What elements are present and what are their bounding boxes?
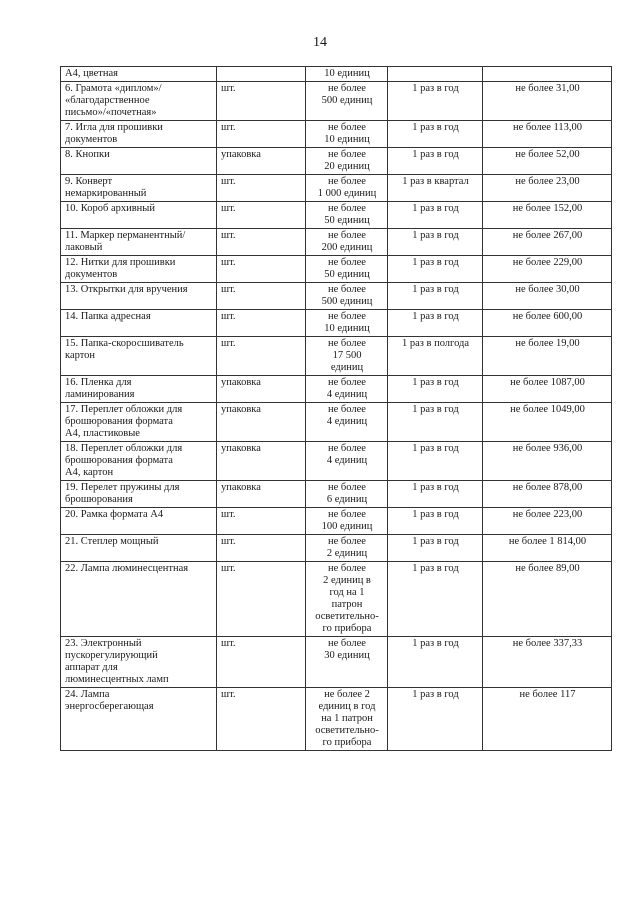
table-row <box>61 376 612 403</box>
cell-text-line: не более <box>328 338 366 349</box>
unit-cell <box>217 202 306 229</box>
cell-text-line: упаковка <box>221 443 261 454</box>
cell-text-line: не более <box>328 176 366 187</box>
unit-cell <box>217 508 306 535</box>
cell-text-line: 15. Папка-скоросшиватель <box>65 338 184 349</box>
cell-text-line: 10. Короб архивный <box>65 203 155 214</box>
item-name-cell <box>61 82 217 121</box>
price-cell <box>483 148 612 175</box>
quantity-cell <box>306 67 388 82</box>
cell-text-line: 1 раз в полгода <box>401 338 470 349</box>
item-name-cell <box>61 175 217 202</box>
cell-text-line: шт. <box>221 203 236 214</box>
item-name-cell <box>61 337 217 376</box>
cell-text-line: 1 раз в квартал <box>402 176 469 187</box>
cell-text-line: А4, картон <box>65 467 114 478</box>
cell-text-line: не более 223,00 <box>512 509 583 520</box>
cell-text-line: не более 1087,00 <box>510 377 585 388</box>
cell-text-line: шт. <box>221 284 236 295</box>
cell-text-line: 1 раз в год <box>412 536 459 547</box>
unit-cell <box>217 337 306 376</box>
cell-text-line: не более <box>328 83 366 94</box>
cell-text-line: 12. Нитки для прошивки <box>65 257 176 268</box>
cell-text-line: документов <box>65 134 118 145</box>
cell-text-line: шт. <box>221 338 236 349</box>
cell-text-line: 4 единиц <box>326 455 368 466</box>
cell-text-line: не более 19,00 <box>515 338 580 349</box>
frequency-cell <box>388 508 483 535</box>
quantity-cell <box>306 403 388 442</box>
cell-text-line: шт. <box>221 509 236 520</box>
table-row <box>61 229 612 256</box>
item-name-cell <box>61 562 217 637</box>
cell-text-line: единиц <box>330 362 364 373</box>
unit-cell <box>217 67 306 82</box>
item-name-cell <box>61 310 217 337</box>
frequency-cell <box>388 175 483 202</box>
cell-text-line: люминесцентных ламп <box>65 674 169 685</box>
cell-text-line: не более 337,33 <box>512 638 583 649</box>
quantity-cell <box>306 637 388 688</box>
item-name-cell <box>61 442 217 481</box>
cell-text-line: год на 1 <box>329 587 365 598</box>
quantity-cell <box>306 535 388 562</box>
cell-text-line: 1 раз в год <box>412 509 459 520</box>
quantity-cell <box>306 121 388 148</box>
cell-text-line: не более 30,00 <box>515 284 580 295</box>
cell-text-line: не более <box>328 311 366 322</box>
unit-cell <box>217 481 306 508</box>
price-cell <box>483 310 612 337</box>
cell-text-line: не более <box>328 257 366 268</box>
price-cell <box>483 637 612 688</box>
cell-text-line: 1 раз в год <box>412 230 459 241</box>
cell-text-line: 1 раз в год <box>412 482 459 493</box>
quantity-cell <box>306 229 388 256</box>
cell-text-line: 9. Конверт <box>65 176 113 187</box>
frequency-cell <box>388 535 483 562</box>
price-cell <box>483 202 612 229</box>
cell-text-line: 18. Переплет обложки для <box>65 443 183 454</box>
cell-text-line: картон <box>65 350 96 361</box>
cell-text-line: шт. <box>221 122 236 133</box>
unit-cell <box>217 376 306 403</box>
unit-cell <box>217 82 306 121</box>
table-row <box>61 175 612 202</box>
unit-cell <box>217 283 306 310</box>
cell-text-line: не более 23,00 <box>515 176 580 187</box>
price-cell <box>483 121 612 148</box>
table-row <box>61 637 612 688</box>
table-row <box>61 442 612 481</box>
cell-text-line: брошюрования формата <box>65 416 173 427</box>
quantity-cell <box>306 82 388 121</box>
price-cell <box>483 82 612 121</box>
quantity-cell <box>306 283 388 310</box>
item-name-cell <box>61 148 217 175</box>
cell-text-line: шт. <box>221 257 236 268</box>
cell-text-line: 2 единиц <box>326 548 368 559</box>
frequency-cell <box>388 256 483 283</box>
frequency-cell <box>388 688 483 751</box>
cell-text-line: шт. <box>221 563 236 574</box>
cell-text-line: упаковка <box>221 404 261 415</box>
table-row <box>61 481 612 508</box>
cell-text-line: 16. Пленка для <box>65 377 132 388</box>
item-name-cell <box>61 376 217 403</box>
cell-text-line: не более <box>328 563 366 574</box>
cell-text-line: 1 раз в год <box>412 689 459 700</box>
quantity-cell <box>306 148 388 175</box>
cell-text-line: не более 52,00 <box>515 149 580 160</box>
cell-text-line: не более 267,00 <box>512 230 583 241</box>
cell-text-line: 1 раз в год <box>412 377 459 388</box>
frequency-cell <box>388 337 483 376</box>
unit-cell <box>217 256 306 283</box>
cell-text-line: шт. <box>221 689 236 700</box>
cell-text-line: 19. Перелет пружины для <box>65 482 180 493</box>
cell-text-line: 1 раз в год <box>412 122 459 133</box>
cell-text-line: не более 2 <box>324 689 370 700</box>
frequency-cell <box>388 562 483 637</box>
table-row <box>61 508 612 535</box>
cell-text-line: документов <box>65 269 118 280</box>
item-name-cell <box>61 535 217 562</box>
cell-text-line: 1 раз в год <box>412 443 459 454</box>
unit-cell <box>217 562 306 637</box>
item-name-cell <box>61 256 217 283</box>
cell-text-line: 20 единиц <box>324 161 370 172</box>
table-row <box>61 67 612 82</box>
table-row <box>61 403 612 442</box>
cell-text-line: не более <box>328 284 366 295</box>
cell-text-line: 17 500 <box>332 350 362 361</box>
cell-text-line: «благодарственное <box>65 95 150 106</box>
cell-text-line: 10 единиц <box>324 134 370 145</box>
cell-text-line: не более <box>328 230 366 241</box>
cell-text-line: 1 раз в год <box>412 404 459 415</box>
price-cell <box>483 175 612 202</box>
cell-text-line: не более <box>328 203 366 214</box>
quantity-cell <box>306 376 388 403</box>
frequency-cell <box>388 148 483 175</box>
quantity-cell <box>306 481 388 508</box>
cell-text-line: 30 единиц <box>324 650 370 661</box>
price-cell <box>483 376 612 403</box>
cell-text-line: энергосберегающая <box>65 701 154 712</box>
price-cell <box>483 67 612 82</box>
table-row <box>61 283 612 310</box>
table-row <box>61 310 612 337</box>
table-row <box>61 148 612 175</box>
item-name-cell <box>61 688 217 751</box>
cell-text-line: не более 31,00 <box>515 83 580 94</box>
cell-text-line: шт. <box>221 311 236 322</box>
quantity-cell <box>306 202 388 229</box>
cell-text-line: 1 раз в год <box>412 257 459 268</box>
table-row <box>61 121 612 148</box>
page-number: 14 <box>313 35 327 50</box>
cell-text-line: 50 единиц <box>324 215 370 226</box>
frequency-cell <box>388 442 483 481</box>
cell-text-line: 17. Переплет обложки для <box>65 404 183 415</box>
cell-text-line: 1 раз в год <box>412 83 459 94</box>
cell-text-line: 6 единиц <box>326 494 368 505</box>
item-name-cell <box>61 121 217 148</box>
table-row <box>61 202 612 229</box>
unit-cell <box>217 175 306 202</box>
price-cell <box>483 688 612 751</box>
table-row <box>61 82 612 121</box>
cell-text-line: го прибора <box>322 623 372 634</box>
cell-text-line: не более <box>328 536 366 547</box>
cell-text-line: не более 600,00 <box>512 311 583 322</box>
cell-text-line: не более 152,00 <box>512 203 583 214</box>
price-cell <box>483 535 612 562</box>
frequency-cell <box>388 82 483 121</box>
cell-text-line: А4, пластиковые <box>65 428 140 439</box>
frequency-cell <box>388 67 483 82</box>
price-cell <box>483 283 612 310</box>
frequency-cell <box>388 481 483 508</box>
table-row <box>61 688 612 751</box>
cell-text-line: лаковый <box>65 242 103 253</box>
price-cell <box>483 256 612 283</box>
item-name-cell <box>61 481 217 508</box>
item-name-cell <box>61 637 217 688</box>
price-cell <box>483 442 612 481</box>
frequency-cell <box>388 376 483 403</box>
cell-text-line: шт. <box>221 176 236 187</box>
price-cell <box>483 337 612 376</box>
quantity-cell <box>306 442 388 481</box>
frequency-cell <box>388 283 483 310</box>
cell-text-line: 23. Электронный <box>65 638 142 649</box>
cell-text-line: 500 единиц <box>321 95 373 106</box>
cell-text-line: немаркированный <box>65 188 147 199</box>
item-name-cell <box>61 67 217 82</box>
cell-text-line: 22. Лампа люминесцентная <box>65 563 189 574</box>
cell-text-line: брошюрования <box>65 494 133 505</box>
cell-text-line: аппарат для <box>65 662 118 673</box>
cell-text-line: 4 единиц <box>326 389 368 400</box>
quantity-cell <box>306 688 388 751</box>
quantity-cell <box>306 310 388 337</box>
cell-text-line: шт. <box>221 230 236 241</box>
cell-text-line: 2 единиц в <box>323 575 371 586</box>
cell-text-line: 500 единиц <box>321 296 373 307</box>
cell-text-line: ламинирования <box>65 389 135 400</box>
cell-text-line: единиц в год <box>318 701 376 712</box>
cell-text-line: не более <box>328 149 366 160</box>
item-name-cell <box>61 403 217 442</box>
cell-text-line: шт. <box>221 638 236 649</box>
cell-text-line: 1 раз в год <box>412 149 459 160</box>
cell-text-line: 1 раз в год <box>412 638 459 649</box>
frequency-cell <box>388 202 483 229</box>
quantity-cell <box>306 175 388 202</box>
table-body <box>61 67 612 751</box>
item-name-cell <box>61 508 217 535</box>
cell-text-line: 1 раз в год <box>412 284 459 295</box>
cell-text-line: 100 единиц <box>321 521 373 532</box>
cell-text-line: упаковка <box>221 377 261 388</box>
item-name-cell <box>61 283 217 310</box>
cell-text-line: 200 единиц <box>321 242 373 253</box>
price-cell <box>483 229 612 256</box>
quantity-cell <box>306 508 388 535</box>
unit-cell <box>217 688 306 751</box>
table-row <box>61 562 612 637</box>
unit-cell <box>217 121 306 148</box>
unit-cell <box>217 535 306 562</box>
cell-text-line: 1 000 единиц <box>317 188 377 199</box>
cell-text-line: не более 1 814,00 <box>508 536 587 547</box>
frequency-cell <box>388 403 483 442</box>
cell-text-line: не более <box>328 443 366 454</box>
cell-text-line: не более 1049,00 <box>510 404 585 415</box>
unit-cell <box>217 148 306 175</box>
frequency-cell <box>388 229 483 256</box>
cell-text-line: 4 единиц <box>326 416 368 427</box>
cell-text-line: патрон <box>331 599 363 610</box>
cell-text-line: шт. <box>221 536 236 547</box>
cell-text-line: не более 113,00 <box>512 122 583 133</box>
cell-text-line: не более <box>328 509 366 520</box>
quantity-cell <box>306 337 388 376</box>
cell-text-line: 11. Маркер перманентный/ <box>65 230 186 241</box>
unit-cell <box>217 229 306 256</box>
table-row <box>61 256 612 283</box>
item-name-cell <box>61 202 217 229</box>
cell-text-line: упаковка <box>221 482 261 493</box>
cell-text-line: не более 89,00 <box>515 563 580 574</box>
item-name-cell <box>61 229 217 256</box>
cell-text-line: 1 раз в год <box>412 563 459 574</box>
cell-text-line: А4, цветная <box>65 68 118 79</box>
cell-text-line: не более <box>328 638 366 649</box>
cell-text-line: осветительно- <box>315 611 379 622</box>
cell-text-line: 50 единиц <box>324 269 370 280</box>
frequency-cell <box>388 310 483 337</box>
cell-text-line: го прибора <box>322 737 372 748</box>
cell-text-line: не более 936,00 <box>512 443 583 454</box>
cell-text-line: 1 раз в год <box>412 311 459 322</box>
cell-text-line: 7. Игла для прошивки <box>65 122 163 133</box>
cell-text-line: не более <box>328 404 366 415</box>
cell-text-line: 21. Степлер мощный <box>65 536 159 547</box>
price-cell <box>483 403 612 442</box>
cell-text-line: 1 раз в год <box>412 203 459 214</box>
quantity-cell <box>306 256 388 283</box>
cell-text-line: пускорегулирующий <box>65 650 158 661</box>
price-cell <box>483 481 612 508</box>
cell-text-line: не более 229,00 <box>512 257 583 268</box>
cell-text-line: не более 117 <box>519 689 576 700</box>
cell-text-line: упаковка <box>221 149 261 160</box>
cell-text-line: 13. Открытки для вручения <box>65 284 188 295</box>
cell-text-line: 20. Рамка формата А4 <box>65 509 164 520</box>
cell-text-line: не более 878,00 <box>512 482 583 493</box>
unit-cell <box>217 637 306 688</box>
cell-text-line: шт. <box>221 83 236 94</box>
cell-text-line: осветительно- <box>315 725 379 736</box>
frequency-cell <box>388 637 483 688</box>
cell-text-line: 10 единиц <box>324 323 370 334</box>
price-cell <box>483 508 612 535</box>
cell-text-line: 10 единиц <box>324 68 370 79</box>
cell-text-line: не более <box>328 122 366 133</box>
cell-text-line: 24. Лампа <box>65 689 110 700</box>
cell-text-line: не более <box>328 377 366 388</box>
cell-text-line: брошюрования формата <box>65 455 173 466</box>
frequency-cell <box>388 121 483 148</box>
table-row <box>61 535 612 562</box>
cell-text-line: не более <box>328 482 366 493</box>
cell-text-line: 14. Папка адресная <box>65 311 151 322</box>
unit-cell <box>217 310 306 337</box>
table-row <box>61 337 612 376</box>
cell-text-line: 8. Кнопки <box>65 149 110 160</box>
quantity-cell <box>306 562 388 637</box>
cell-text-line: на 1 патрон <box>321 713 373 724</box>
unit-cell <box>217 442 306 481</box>
cell-text-line: 6. Грамота «диплом»/ <box>65 83 162 94</box>
unit-cell <box>217 403 306 442</box>
supplies-table <box>60 66 612 751</box>
cell-text-line: письмо»/«почетная» <box>65 107 157 118</box>
price-cell <box>483 562 612 637</box>
